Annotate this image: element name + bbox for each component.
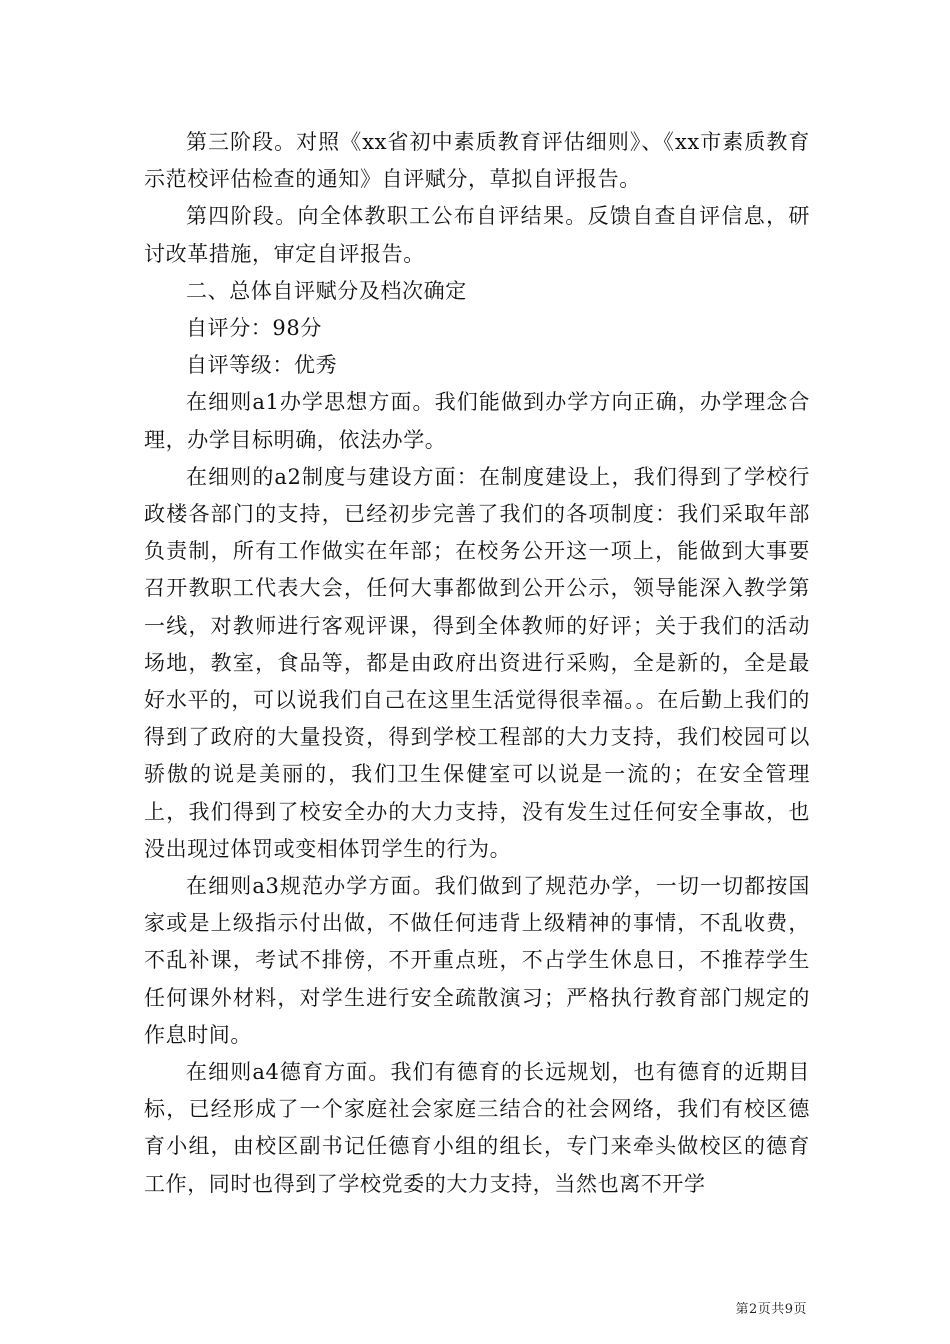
self-score: 自评分：98分 — [186, 316, 322, 341]
document-body — [144, 124, 810, 1203]
paragraph-a1: 在细则a1办学思想方面。我们能做到办学方向正确，办学理念合理，办学目标明确，依法办学。 — [144, 390, 810, 452]
section-heading: 二、总体自评赋分及档次确定 — [186, 278, 467, 303]
paragraph-a3: 在细则a3规范办学方面。我们做到了规范办学，一切一切都按国家或是上级指示付出做，不做任何违背上级精神的事情，不乱收费，不乱补课，考试不排傍，不开重点班，不占学生休息日，不推荐学生任何课外材料，对学生进行安全疏散演习；严格执行教育部门规定的作息时间。 — [144, 874, 810, 1047]
page-number: 第2页共9页 — [735, 1302, 807, 1317]
paragraph-stage-three: 第三阶段。对照《xx省初中素质教育评估细则》、《xx市素质教育示范校评估检查的通知》自评赋分，草拟自评报告。 — [144, 130, 810, 192]
paragraph-a4: 在细则a4德育方面。我们有德育的长远规划，也有德育的近期目标，已经形成了一个家庭社会家庭三结合的社会网络，我们有校区德育小组，由校区副书记任德育小组的组长，专门来牵头做校区的德育工作，同时也得到了学校党委的大力支持，当然也离不开学 — [144, 1060, 810, 1196]
paragraph-stage-four: 第四阶段。向全体教职工公布自评结果。反馈自查自评信息，研讨改革措施，审定自评报告。 — [144, 204, 810, 266]
self-grade: 自评等级：优秀 — [186, 353, 338, 378]
paragraph-a2: 在细则的a2制度与建设方面：在制度建设上，我们得到了学校行政楼各部门的支持，已经初步完善了我们的各项制度：我们采取年部负责制，所有工作做实在年部；在校务公开这一项上，能做到大事要召开教职工代表大会，任何大事都做到公开公示，领导能深入教学第一线，对教师进行客观评课，得到全体教师的好评；关于我们的活动场地，教室，食品等，都是由政府出资进行采购，全是新的，全是最好水平的，可以说我们自己在这里生活觉得很幸福。。在后勤上我们的得到了政府的大量投资，得到学校工程部的大力支持，我们校园可以骄傲的说是美丽的，我们卫生保健室可以说是一流的；在安全管理上，我们得到了校安全办的大力支持，没有发生过任何安全事故，也没出现过体罚或变相体罚学生的行为。 — [144, 464, 810, 861]
